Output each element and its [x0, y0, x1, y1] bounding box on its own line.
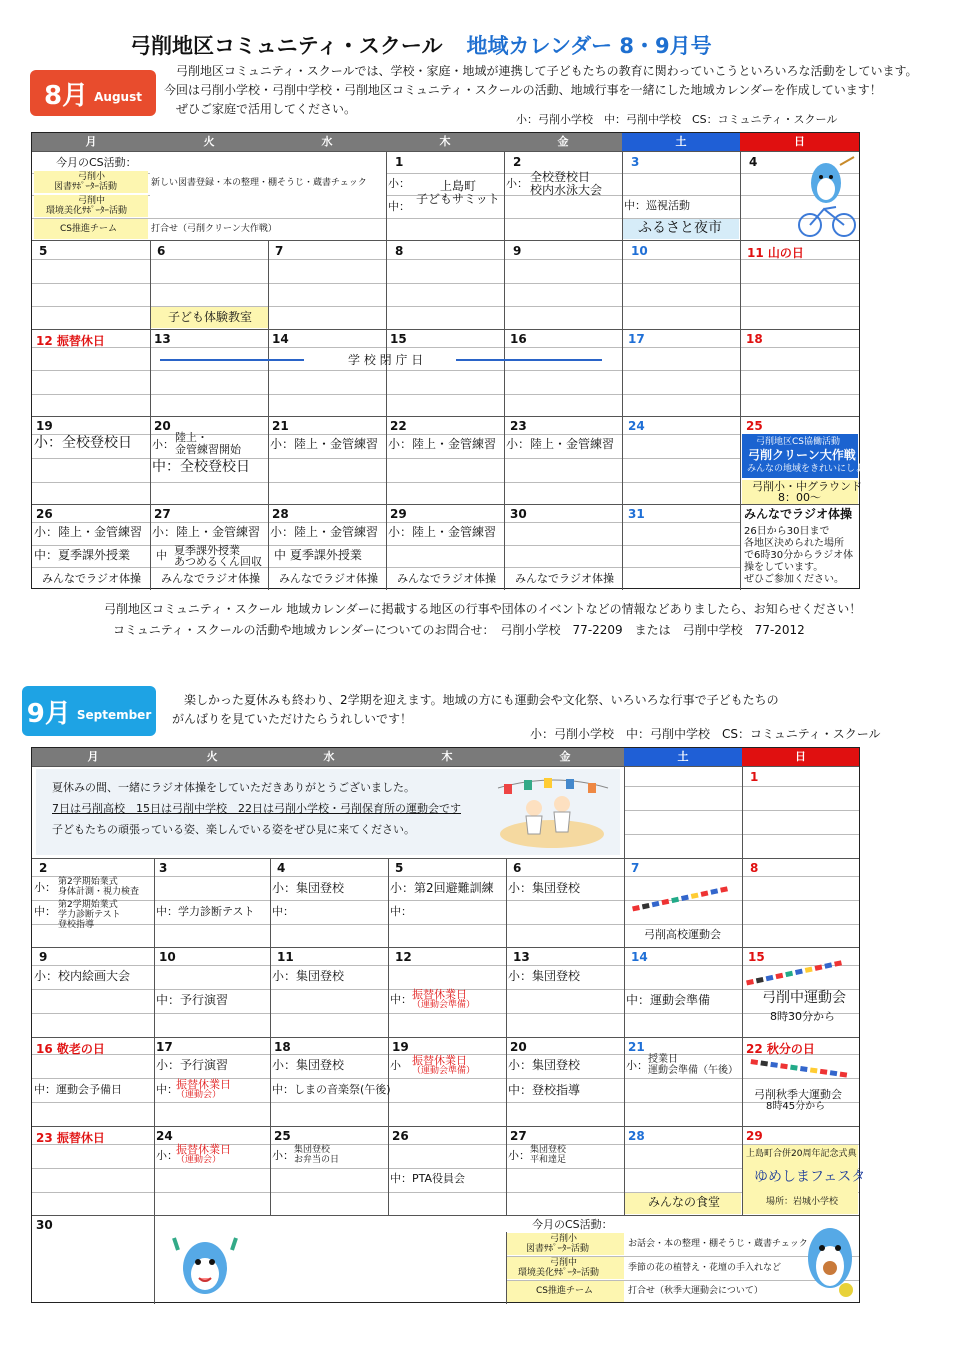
sep-line: [32, 766, 859, 767]
august-badge-number: 8月: [44, 80, 89, 111]
sep-cs-r3-label: CS推進チーム: [536, 1286, 593, 1296]
aug-27-b: 中: [156, 549, 167, 562]
aug-radio-fri: みんなでラジオ体操: [515, 572, 614, 585]
august-legend: 小：弓削小学校 中：弓削中学校 CS：コミュニティ・スクール: [516, 113, 838, 126]
sep-21-a: 小：: [626, 1059, 648, 1072]
sep-hdr-tue: 火: [154, 748, 270, 766]
sports-day-illustration: [494, 774, 612, 852]
sep-17-c: 振替休業日: [176, 1078, 231, 1091]
sep-day-13: 13: [513, 950, 530, 964]
sep-line: [32, 900, 859, 901]
aug-23-a: 小：陸上・金管練習: [506, 437, 615, 451]
sep-notice-2: 7日は弓削高校 15日は弓削中学校 22日は弓削小学校・弓削保育所の運動会です: [52, 802, 461, 815]
sep-hdr-sat: 土: [624, 748, 742, 766]
aug-line: [32, 347, 859, 348]
sep-day-22: 22 秋分の日: [746, 1042, 815, 1056]
sep-19-b: 振替休業日: [412, 1054, 467, 1067]
aug-radio-tue: みんなでラジオ体操: [161, 572, 260, 585]
aug-day-17: 17: [628, 332, 645, 346]
aug-1-b: 上島町: [440, 179, 477, 193]
sep-12-b: 振替休業日: [412, 988, 467, 1001]
sep-day-29: 29: [746, 1129, 763, 1143]
aug-day-18: 18: [746, 332, 763, 346]
sep-notice-1: 夏休みの間、一緒にラジオ体操をしていただきありがとうございました。: [52, 781, 415, 794]
aug-day-23: 23: [510, 419, 527, 433]
aug-line: [32, 370, 859, 371]
aug-day-3: 3: [631, 155, 640, 169]
sep-line: [32, 1037, 859, 1038]
sep-col: [624, 766, 625, 1215]
sep-29-b: ゆめしまフェスタ: [754, 1169, 866, 1185]
sep-11-a: 小：集団登校: [272, 969, 345, 983]
sep-col: [388, 858, 389, 1215]
sep-col: [506, 858, 507, 1215]
sep-14-a: 中：運動会準備: [626, 993, 711, 1007]
aug-day-21: 21: [272, 419, 289, 433]
sep-cs-r3-text: 打合せ（秋季大運動会について）: [628, 1286, 763, 1296]
sep-col: [154, 858, 155, 1304]
sep-day-15: 15: [748, 950, 765, 964]
aug-28-a: 小：陸上・金管練習: [270, 525, 379, 539]
sep-day-9: 9: [39, 950, 48, 964]
sep-line: [32, 947, 859, 948]
sep-15-b: 8時30分から: [770, 1010, 835, 1023]
sep-cs-r1-label2: 図書ｻﾎﾟｰﾀｰ活動: [526, 1244, 590, 1254]
aug-col: [150, 240, 151, 590]
sep-27-a: 小：: [508, 1149, 530, 1162]
sep-day-18: 18: [274, 1040, 291, 1054]
aug-cs-r1-text: 新しい図書登録・本の整理・棚そうじ・蔵書チェック: [151, 178, 367, 188]
september-intro-1: 楽しかった夏休みも終わり、2学期を迎えます。地域の方にも運動会や文化祭、いろいろな行事で子どもたちの: [184, 693, 779, 707]
aug-19-a: 小：全校登校日: [34, 435, 132, 451]
sep-notice-3: 子どもたちの頑張っている姿、楽しんでいる姿をぜひ見に来てください。: [52, 823, 415, 836]
sep-line: [32, 965, 859, 966]
sep-day-6: 6: [513, 861, 522, 875]
sep-hdr-thu: 木: [388, 748, 506, 766]
aug-25-e: 8：00～: [778, 491, 821, 504]
sep-24-b: 振替休業日: [176, 1143, 231, 1156]
sep-line: [32, 1102, 859, 1103]
sep-line: [32, 1078, 859, 1079]
aug-line: [32, 504, 859, 505]
aug-day-2: 2: [513, 155, 522, 169]
aug-col: [740, 151, 741, 590]
sep-day-10: 10: [159, 950, 176, 964]
sep-22-flags: [750, 1059, 850, 1083]
sep-day-7: 7: [631, 861, 640, 875]
sep-20-b: 中：登校指導: [508, 1083, 581, 1097]
aug-hdr-fri: 金: [504, 133, 622, 151]
aug-day-24: 24: [628, 419, 645, 433]
sep-2-e: 第2学期始業式: [58, 900, 118, 910]
sep-cs-r2-label2: 環境美化ｻﾎﾟｰﾀｰ活動: [518, 1268, 600, 1278]
aug-cs-heading: 今月のCS活動：: [56, 156, 137, 169]
sep-17-a: 小：予行演習: [156, 1058, 229, 1072]
sep-hdr-fri: 金: [506, 748, 624, 766]
sep-day-16: 16 敬老の日: [36, 1042, 105, 1056]
aug-line: [32, 394, 859, 395]
august-badge: [30, 70, 156, 116]
aug-hdr-wed: 水: [268, 133, 386, 151]
aug-28-b: 中 夏季課外授業: [274, 548, 362, 562]
aug-radio-note-5: ぜひご参加ください。: [744, 574, 844, 585]
sep-hdr-sun: 日: [742, 748, 859, 766]
aug-day-7: 7: [275, 244, 284, 258]
aug-radio-mon: みんなでラジオ体操: [42, 572, 141, 585]
sep-line: [32, 1013, 859, 1014]
aug-day-16: 16: [510, 332, 527, 346]
mascot-cheer-illustration: [170, 1230, 240, 1302]
sep-18-a: 小：集団登校: [272, 1058, 345, 1072]
title-main: 弓削地区コミュニティ・スクール: [130, 34, 443, 58]
aug-col: [268, 240, 269, 590]
sep-hdr-mon: 月: [32, 748, 154, 766]
aug-day-20: 20: [154, 419, 171, 433]
september-intro-2: がんばりを見ていただけたらうれしいです！: [172, 712, 413, 726]
sep-17-d: （運動会）: [176, 1090, 222, 1100]
aug-col: [504, 151, 505, 590]
aug-3-a: 中：巡視活動: [624, 199, 690, 212]
sep-day-25: 25: [274, 1129, 291, 1143]
sep-13-a: 小：集団登校: [508, 969, 581, 983]
sep-col: [506, 1232, 507, 1304]
sep-29-a: 上島町合併20周年記念式典: [746, 1149, 857, 1159]
aug-20-b: 陸上・: [175, 431, 208, 444]
sep-24-a: 小：: [156, 1149, 178, 1162]
sep-10-a: 中：予行演習: [156, 993, 229, 1007]
sep-12-c: （運動会準備）: [412, 1000, 476, 1010]
aug-line: [32, 416, 859, 417]
sep-17-b: 中：: [156, 1083, 178, 1096]
aug-hdr-sun: 日: [740, 133, 859, 151]
august-intro-1: 弓削地区コミュニティ・スクールでは、学校・家庭・地域が連携して子どもたちの教育に関わっていこうといろいろな活動をしています。: [176, 64, 918, 78]
sep-12-a: 中：: [390, 993, 412, 1006]
sep-day-30: 30: [36, 1218, 53, 1232]
sep-6-a: 小：集団登校: [508, 881, 581, 895]
sep-29-c: 場所：岩城小学校: [766, 1197, 839, 1207]
aug-col: [386, 151, 387, 590]
aug-col: [622, 151, 623, 590]
sep-day-11: 11: [277, 950, 294, 964]
sep-19-a: 小: [390, 1059, 401, 1072]
aug-day-25: 25: [746, 419, 763, 433]
sep-28-a: みんなの食堂: [648, 1195, 721, 1209]
aug-day-26: 26: [36, 507, 53, 521]
aug-closed-line-right: [456, 359, 602, 361]
sep-day-17: 17: [156, 1040, 173, 1054]
september-calendar: [31, 747, 866, 1303]
aug-25-d: 弓削小・中グラウンド: [752, 480, 862, 493]
aug-26-b: 中：夏季課外授業: [34, 548, 131, 562]
aug-day-12: 12 振替休日: [36, 334, 105, 348]
aug-line: [32, 151, 859, 152]
aug-radio-note-2: 各地区決められた場所: [744, 538, 844, 549]
aug-21-a: 小：陸上・金管練習: [270, 437, 379, 451]
sep-day-26: 26: [392, 1129, 409, 1143]
august-calendar: [31, 132, 874, 589]
aug-6-a: 子ども体験教室: [168, 310, 253, 324]
aug-day-27: 27: [154, 507, 171, 521]
aug-27-a: 小：陸上・金管練習: [152, 525, 261, 539]
sep-line: [32, 1168, 859, 1169]
sep-day-14: 14: [631, 950, 648, 964]
aug-day-28: 28: [272, 507, 289, 521]
aug-day-9: 9: [513, 244, 522, 258]
sep-line: [32, 876, 859, 877]
aug-closed-label: 学 校 閉 庁 日: [348, 353, 424, 367]
aug-day-11: 11 山の日: [747, 246, 804, 260]
aug-25-c: みんなの地域をきれいにしよう: [747, 464, 874, 474]
sep-22-a: 弓削秋季大運動会: [754, 1088, 842, 1101]
aug-cs-r1-label: 弓削小: [78, 172, 106, 182]
aug-hdr-sat: 土: [622, 133, 740, 151]
aug-day-19: 19: [36, 419, 53, 433]
aug-radio-thu: みんなでラジオ体操: [397, 572, 496, 585]
aug-1-c: 子どもサミット: [416, 192, 500, 206]
sep-21-c: 運動会準備（午後）: [648, 1065, 738, 1076]
sep-cs-r1-label: 弓削小: [550, 1234, 578, 1244]
aug-line: [32, 329, 859, 330]
aug-20-a: 小：: [152, 438, 174, 451]
sep-day-23: 23 振替休日: [36, 1131, 105, 1145]
aug-closed-line-left: [160, 359, 304, 361]
aug-1-d: 中：: [388, 200, 410, 213]
aug-day-1: 1: [395, 155, 404, 169]
sep-col: [270, 858, 271, 1215]
aug-27-c: 夏季課外授業: [174, 544, 240, 557]
aug-cs-r1-label2: 図書ｻﾎﾟｰﾀｰ活動: [54, 182, 118, 192]
aug-day-10: 10: [631, 244, 648, 258]
sep-5-a: 小：第2回避難訓練: [390, 881, 494, 895]
sep-day-3: 3: [159, 861, 168, 875]
sep-7-flags: [632, 886, 732, 917]
sep-21-b: 授業日: [648, 1054, 678, 1065]
sep-day-19: 19: [392, 1040, 409, 1054]
sep-cs-r2-text: 季節の花の植替え・花壇の手入れなど: [628, 1263, 782, 1273]
sep-9-a: 小：校内絵画大会: [34, 969, 131, 983]
aug-line: [32, 283, 859, 284]
sep-22-b: 8時45分から: [766, 1101, 826, 1112]
mascot-eating-illustration: [802, 1218, 858, 1302]
sep-day-1: 1: [750, 770, 759, 784]
august-badge-english: August: [94, 90, 142, 104]
sep-day-21: 21: [628, 1040, 645, 1054]
mascot-bicycle-illustration: [796, 155, 858, 239]
aug-29-a: 小：陸上・金管練習: [388, 525, 497, 539]
aug-26-a: 小：陸上・金管練習: [34, 525, 143, 539]
sep-19-c: （運動会準備）: [412, 1066, 476, 1076]
september-badge-number: 9月: [26, 698, 71, 729]
aug-day-13: 13: [154, 332, 171, 346]
aug-hdr-tue: 火: [150, 133, 268, 151]
sep-16-a: 中：運動会予備日: [34, 1083, 122, 1096]
sep-5-b: 中：: [390, 905, 412, 918]
sep-cs-r1-text: お話会・本の整理・棚そうじ・蔵書チェック: [628, 1239, 808, 1249]
aug-cs-r3-label: CS推進チーム: [60, 224, 117, 234]
aug-3-b: ふるさと夜市: [638, 220, 722, 236]
sep-15-a: 弓削中運動会: [762, 990, 846, 1006]
aug-day-5: 5: [39, 244, 48, 258]
sep-25-c: お弁当の日: [294, 1155, 340, 1165]
sep-3-a: 中：学力診断テスト: [156, 905, 255, 918]
aug-25-b: 弓削クリーン大作戦: [748, 448, 856, 462]
sep-day-8: 8: [750, 861, 759, 875]
sep-2-g: 登校指導: [58, 920, 95, 930]
aug-cs-r3-text: 打合せ（弓削クリーン大作戦）: [151, 224, 277, 234]
aug-20-d: 中：全校登校日: [152, 459, 250, 475]
aug-day-29: 29: [390, 507, 407, 521]
sep-hdr-wed: 水: [270, 748, 388, 766]
sep-day-4: 4: [277, 861, 286, 875]
sep-line: [32, 1126, 859, 1127]
september-badge: [22, 686, 156, 736]
sep-20-a: 小：集団登校: [508, 1058, 581, 1072]
aug-20-c: 金管練習開始: [175, 443, 241, 456]
aug-line: [32, 240, 859, 241]
sep-2-f: 学力診断テスト: [58, 910, 121, 920]
august-intro-3: ぜひご家庭で活用してください。: [176, 102, 357, 116]
sep-cs-heading: 今月のCS活動：: [532, 1218, 613, 1231]
aug-day-31: 31: [628, 507, 645, 521]
sep-26-a: 中：PTA役員会: [390, 1172, 466, 1185]
sep-day-2: 2: [39, 861, 48, 875]
sep-day-20: 20: [510, 1040, 527, 1054]
title-sub: 地域カレンダー 8・9月号: [466, 34, 712, 58]
aug-2-c: 校内水泳大会: [530, 183, 603, 197]
sep-25-b: 集団登校: [294, 1145, 331, 1155]
aug-25-a: 弓削地区CS協働活動: [756, 437, 840, 447]
aug-cs-r2-label: 弓削中: [78, 196, 106, 206]
sep-27-c: 平和達足: [530, 1155, 567, 1165]
aug-day-8: 8: [395, 244, 404, 258]
aug-day-6: 6: [157, 244, 166, 258]
sep-line: [32, 858, 859, 859]
aug-cs-r2-label2: 環境美化ｻﾎﾟｰﾀｰ活動: [46, 206, 128, 216]
sep-day-28: 28: [628, 1129, 645, 1143]
aug-line: [32, 259, 859, 260]
sep-line: [32, 924, 859, 925]
sep-27-b: 集団登校: [530, 1145, 567, 1155]
sep-4-b: 中：: [272, 905, 294, 918]
aug-day-14: 14: [272, 332, 289, 346]
aug-radio-note-1: 26日から30日まで: [744, 526, 830, 537]
aug-hdr-mon: 月: [32, 133, 150, 151]
sep-day-12: 12: [395, 950, 412, 964]
aug-1-a: 小：: [388, 177, 410, 190]
sep-day-5: 5: [395, 861, 404, 875]
aug-27-d: あつめるくん回収: [174, 555, 262, 568]
aug-2-b: 全校登校日: [530, 170, 591, 184]
sep-line: [32, 1144, 859, 1145]
august-footer-1: 弓削地区コミュニティ・スクール 地域カレンダーに掲載する地区の行事や団体のイベントなどの情報などありましたら、お知らせください！: [104, 602, 862, 616]
aug-radio-wed: みんなでラジオ体操: [279, 572, 378, 585]
aug-day-22: 22: [390, 419, 407, 433]
sep-18-b: 中：しまの音楽祭(午後): [272, 1083, 391, 1096]
sep-day-24: 24: [156, 1129, 173, 1143]
aug-hdr-thu: 木: [386, 133, 504, 151]
sep-2-d: 中：: [34, 905, 56, 918]
september-legend: 小：弓削小学校 中：弓削中学校 CS：コミュニティ・スクール: [530, 727, 881, 741]
sep-cs-r2-label: 弓削中: [550, 1258, 578, 1268]
aug-day-30: 30: [510, 507, 527, 521]
sep-2-a: 小：: [34, 881, 56, 894]
sep-24-c: （運動会）: [176, 1155, 222, 1165]
august-footer-2: コミュニティ・スクールの活動や地域カレンダーについてのお問合せ： 弓削小学校 77-2209 または 弓削中学校 77-2012: [113, 623, 805, 637]
aug-day-4: 4: [749, 155, 758, 169]
sep-7-a: 弓削高校運動会: [644, 928, 721, 941]
sep-line: [32, 1215, 859, 1216]
aug-2-a: 小：: [506, 177, 528, 190]
aug-day-15: 15: [390, 332, 407, 346]
sep-2-c: 身体計測・視力検査: [58, 887, 140, 897]
aug-radio-note-3: で6時30分からラジオ体: [744, 550, 854, 561]
sep-4-a: 小：集団登校: [272, 881, 345, 895]
aug-radio-heading: みんなでラジオ体操: [744, 507, 853, 521]
aug-radio-note-4: 操をしています。: [744, 562, 824, 573]
sep-2-b: 第2学期始業式: [58, 877, 118, 887]
aug-22-a: 小：陸上・金管練習: [388, 437, 497, 451]
august-intro-2: 今回は弓削小学校・弓削中学校・弓削地区コミュニティ・スクールの活動、地域行事を一緒にした地域カレンダーを作成しています！: [164, 83, 882, 97]
sep-25-a: 小：: [272, 1149, 294, 1162]
sep-day-27: 27: [510, 1129, 527, 1143]
page-title: [130, 30, 712, 60]
september-badge-english: September: [76, 708, 152, 722]
